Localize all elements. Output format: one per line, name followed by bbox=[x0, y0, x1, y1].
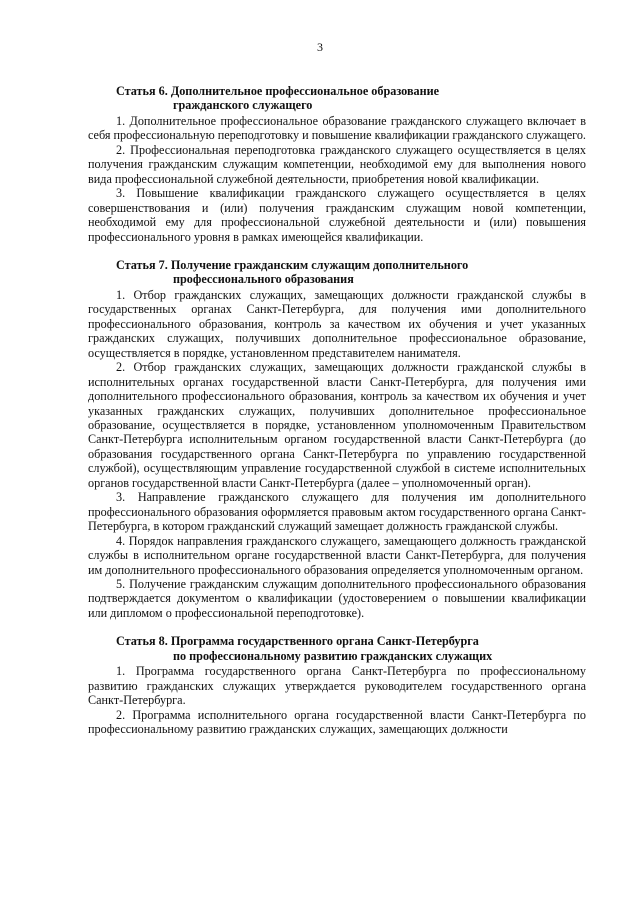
article-8-heading bbox=[88, 634, 586, 663]
article-6-heading-line1: Статья 6. Дополнительное профессиональное образование bbox=[116, 84, 440, 98]
article-8-heading-line1: Статья 8. Программа государственного органа Санкт-Петербурга bbox=[116, 634, 479, 649]
article-7-paragraph-1: 1. Отбор гражданских служащих, замещающих должности гражданской службы в государственных органах Санкт-Петербурга, для получения ими дополнительного профессионального образования, контроль за качеством их обучения и учет указанных гражданских служащих, получивших дополнительное профессиональное образование, осуществляется в порядке, установленном представителем нанимателя. bbox=[88, 287, 586, 360]
article-7-heading bbox=[88, 258, 586, 287]
document-content bbox=[88, 84, 586, 736]
article-7-paragraph-5: 5. Получение гражданским служащим дополнительного профессионального образования подтверждается документом о квалификации (удостоверением о повышении квалификации или дипломом о профессиональной переподготовке). bbox=[88, 576, 586, 620]
article-6-heading bbox=[88, 84, 586, 113]
article-7-heading-line1: Статья 7. Получение гражданским служащим дополнительного bbox=[116, 257, 469, 272]
article-7-heading-line2: профессионального образования bbox=[173, 272, 354, 287]
article-6-paragraph-1: 1. Дополнительное профессиональное образование гражданского служащего включает в себя профессиональную переподготовку и повышение квалификации гражданского служащего. bbox=[88, 113, 586, 143]
article-8-paragraph-2: 2. Программа исполнительного органа государственной власти Санкт-Петербурга по профессиональному развитию гражданских служащих, замещающих должности bbox=[88, 707, 586, 737]
article-8-heading-line2: по профессиональному развитию гражданских служащих bbox=[173, 648, 493, 663]
article-8-paragraph-1: 1. Программа государственного органа Санкт-Петербурга по профессиональному развитию гражданских служащих утверждается руководителем государственного органа Санкт-Петербурга. bbox=[88, 664, 586, 708]
article-6-paragraph-2: 2. Профессиональная переподготовка гражданского служащего осуществляется в целях получения гражданским служащим компетенции, необходимой ему для выполнения нового вида профессиональной служебной деятельности, приобретения новой квалификации. bbox=[88, 142, 586, 186]
article-7-paragraph-2: 2. Отбор гражданских служащих, замещающих должности гражданской службы в исполнительных органах государственной власти Санкт-Петербурга, для получения ими дополнительного профессионального образования, контроль за качеством их обучения и учет указанных гражданских служащих, получивших дополнительное профессиональное образование, осуществляется в порядке, установленном уполномоченным Правительством Санкт-Петербурга исполнительным органом государственной власти Санкт-Петербурга (до образования государственного органа Санкт-Петербурга по управлению государственной службой), осуществляющим управление государственной службой в системе исполнительных органов государственной власти Санкт-Петербурга (далее – уполномоченный орган). bbox=[88, 360, 586, 490]
article-6-heading-line2: гражданского служащего bbox=[173, 98, 313, 113]
article-7-paragraph-4: 4. Порядок направления гражданского служащего, замещающего должность гражданской службы в исполнительном органе государственной власти Санкт-Петербурга, для получения им дополнительного профессионального образования определяется уполномоченным органом. bbox=[88, 533, 586, 577]
article-7-paragraph-3: 3. Направление гражданского служащего для получения им дополнительного профессионального образования оформляется правовым актом государственного органа Санкт-Петербурга, в котором гражданский служащий замещает должность гражданской службы. bbox=[88, 490, 586, 534]
article-6-paragraph-3: 3. Повышение квалификации гражданского служащего осуществляется в целях совершенствования и (или) получения гражданским служащим новой компетенции, необходимой ему для профессиональной служебной деятельности и (или) повышения профессионального уровня в рамках имеющейся квалификации. bbox=[88, 186, 586, 244]
page-number: 3 bbox=[317, 40, 323, 54]
